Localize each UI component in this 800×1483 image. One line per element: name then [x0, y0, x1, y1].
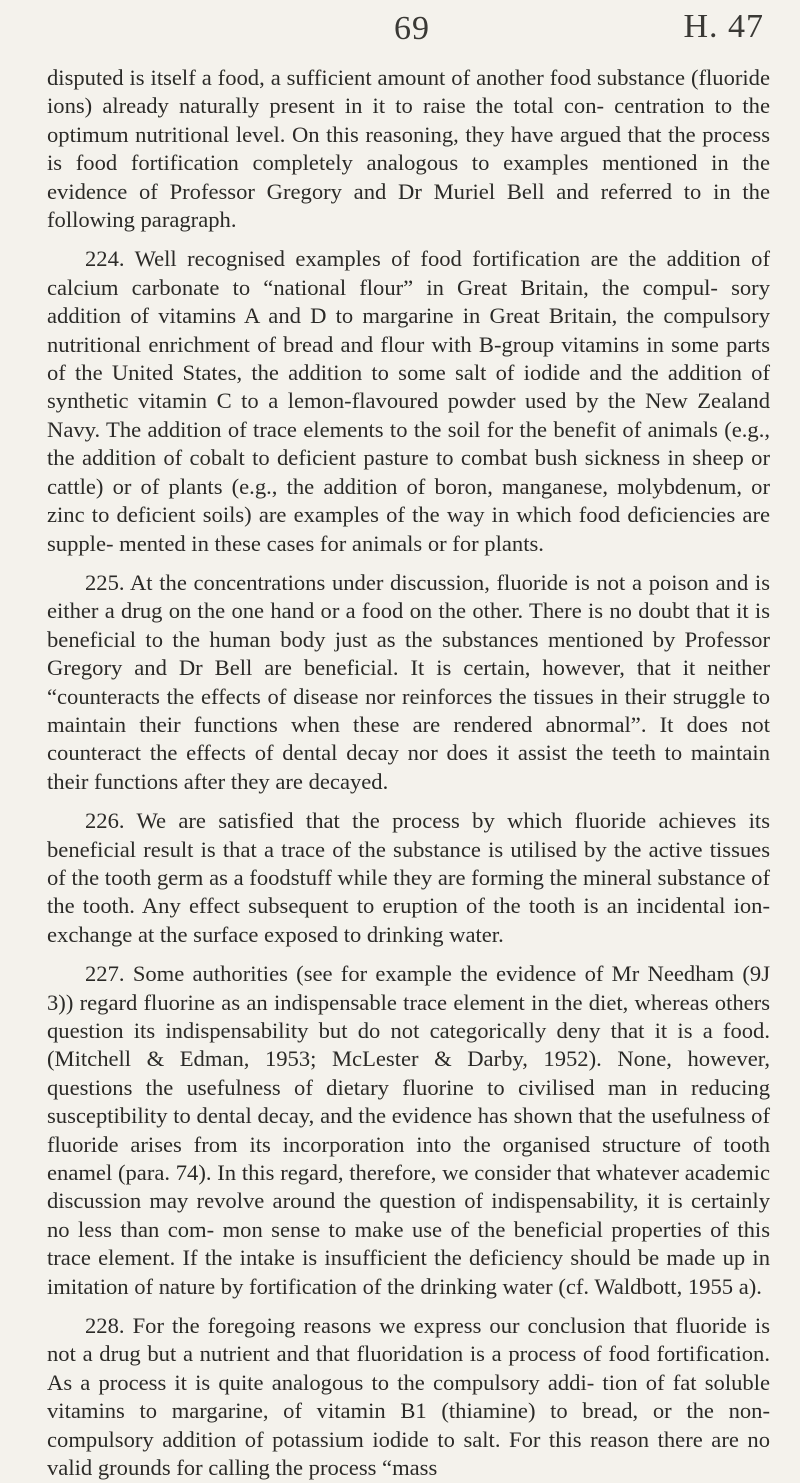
- paragraph-text: disputed is itself a food, a sufficient amount of another food substance (fluoride ions) already naturally present in it to raise the total con- centration to the optimum nutritional level. On this reasoning, they have argued that the process is food fortification completely analogous to examples mentioned in the evidence of Professor Gregory and Dr Muriel Bell and referred to in the following paragraph.: [47, 65, 770, 233]
- paragraph-number: 224.: [85, 246, 125, 272]
- page-number: 69: [394, 10, 430, 47]
- paragraph-number: 226.: [85, 808, 125, 834]
- paragraph-number: 225.: [85, 569, 125, 595]
- paragraph-number: 227.: [85, 961, 125, 987]
- body-text: [47, 64, 770, 1483]
- paragraph-224: [47, 245, 770, 557]
- paragraph-226: [47, 807, 770, 949]
- paragraph-text: Well recognised examples of food fortification are the addition of calcium carbonate to “national flour” in Great Britain, the compul- sory addition of vitamins A and D to margarine in Great Britain, the compulsory nutritional enrichment of bread and flour with B-group vitamins in some parts of the United States, the addition to some salt of iodide and the addition of synthetic vitamin C to a lemon-flavoured powder used by the New Zealand Navy. The addition of trace elements to the soil for the benefit of animals (e.g., the addition of cobalt to deficient pasture to combat bush sickness in sheep or cattle) or of plants (e.g., the addition of boron, manganese, molybdenum, or zinc to deficient soils) are examples of the way in which food deficiencies are supple- mented in these cases for animals or for plants.: [47, 246, 770, 556]
- running-header: [47, 0, 770, 64]
- paragraph-text: For the foregoing reasons we express our conclusion that fluoride is not a drug but a nutrient and that fluoridation is a process of food fortification. As a process it is quite analogous to the compulsory addi- tion of fat soluble vitamins to margarine, of vitamin B1 (thiamine) to bread, or the non-compulsory addition of potassium iodide to salt. For this reason there are no valid grounds for calling the process “mass: [47, 1313, 770, 1481]
- paragraph-continuation: [47, 64, 770, 234]
- paragraph-text: Some authorities (see for example the evidence of Mr Needham (9J 3)) regard fluorine as an indispensable trace element in the diet, whereas others question its indispensability but do not categorically deny that it is a food. (Mitchell & Edman, 1953; McLester & Darby, 1952). None, however, questions the usefulness of dietary fluorine to civilised man in reducing susceptibility to dental decay, and the evidence has shown that the usefulness of fluoride arises from its incorporation into the organised structure of tooth enamel (para. 74). In this regard, therefore, we consider that whatever academic discussion may revolve around the question of indispensability, it is certainly no less than com- mon sense to make use of the beneficial properties of this trace element. If the intake is insufficient the deficiency should be made up in imitation of nature by fortification of the drinking water (cf. Waldbott, 1955 a).: [47, 961, 770, 1299]
- paragraph-number: 228.: [85, 1313, 125, 1339]
- paragraph-text: We are satisfied that the process by which fluoride achieves its beneficial result is that a trace of the substance is utilised by the active tissues of the tooth germ as a foodstuff while they are forming the mineral substance of the tooth. Any effect subsequent to eruption of the tooth is an incidental ion-exchange at the surface exposed to drinking water.: [47, 808, 770, 947]
- document-reference: H. 47: [683, 8, 764, 45]
- paragraph-228: [47, 1312, 770, 1482]
- paragraph-text: At the concentrations under discussion, fluoride is not a poison and is either a drug on the one hand or a food on the other. There is no doubt that it is beneficial to the human body just as the substances mentioned by Professor Gregory and Dr Bell are beneficial. It is certain, however, that it neither “counteracts the effects of disease nor reinforces the tissues in their struggle to maintain their functions when these are rendered abnormal”. It does not counteract the effects of dental decay nor does it assist the teeth to maintain their functions after they are decayed.: [47, 569, 770, 794]
- paragraph-227: [47, 960, 770, 1301]
- paragraph-225: [47, 569, 770, 796]
